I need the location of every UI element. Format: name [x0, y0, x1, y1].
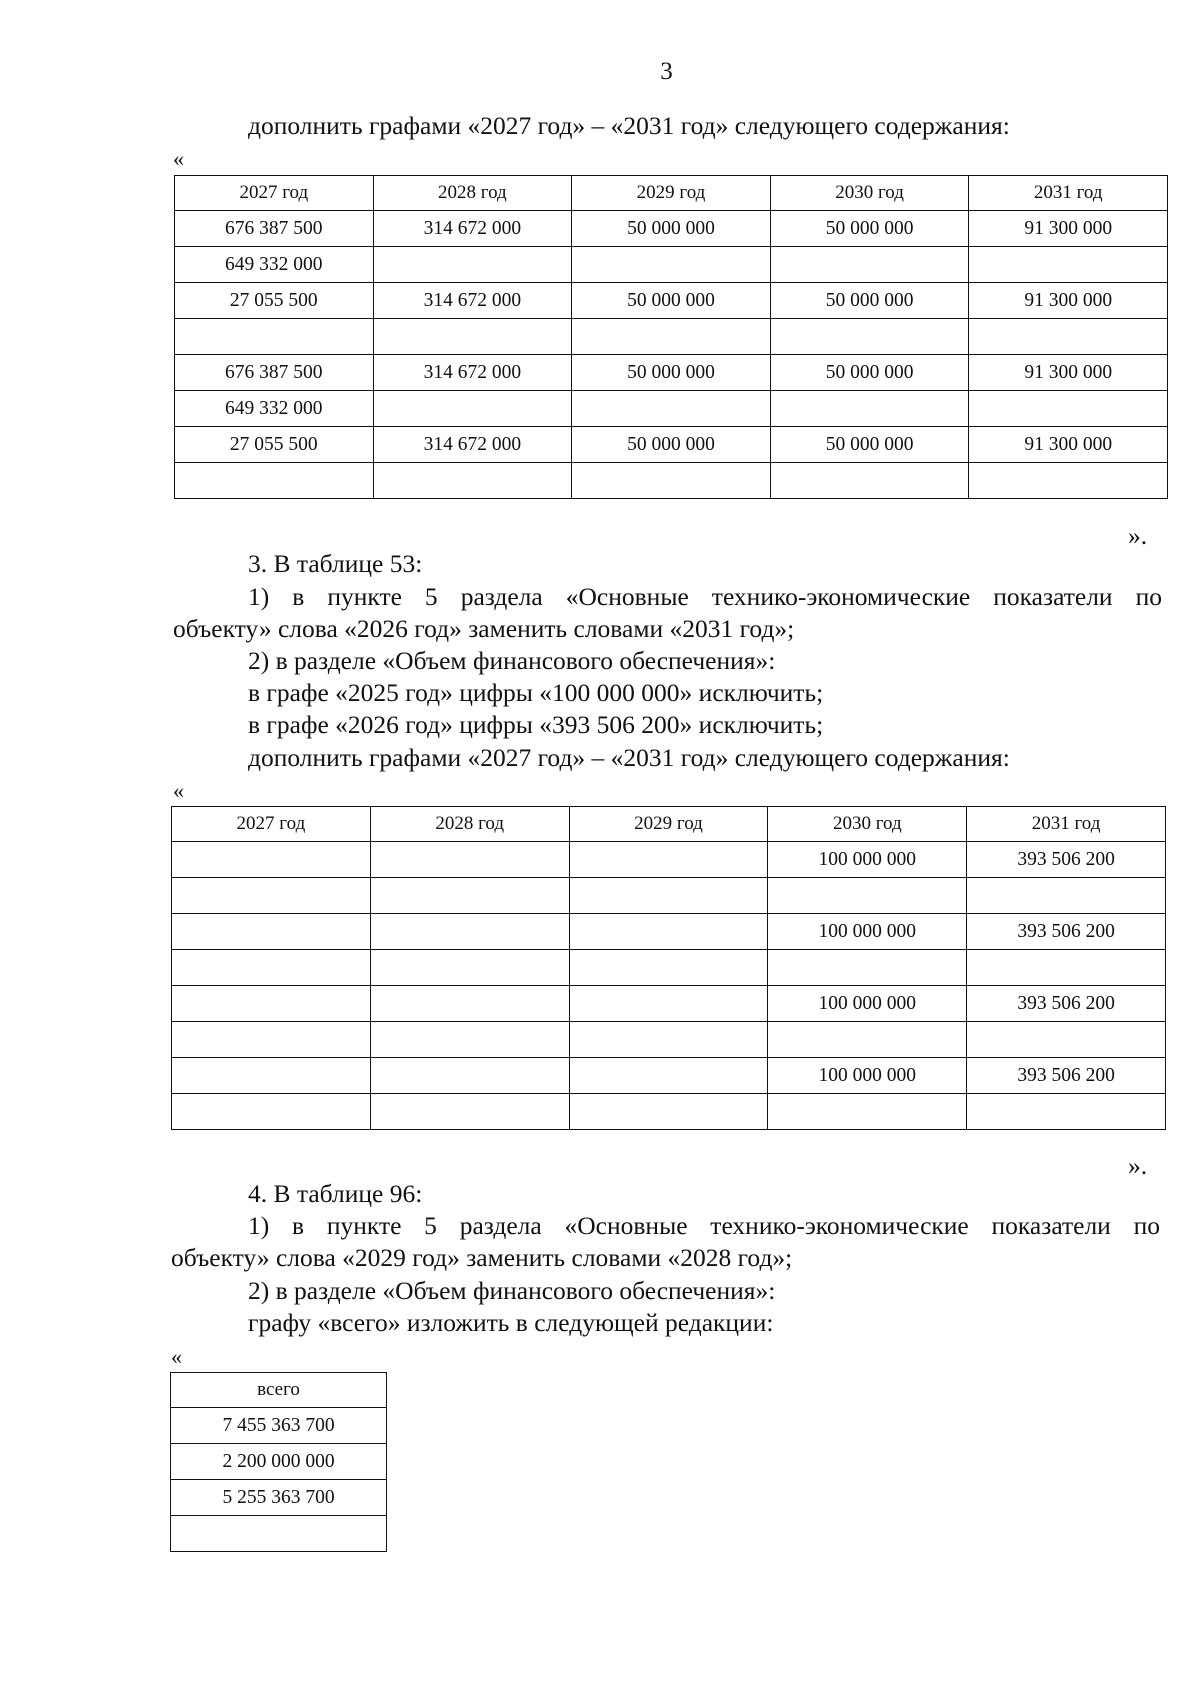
table-cell — [370, 1058, 569, 1094]
table-cell: 393 506 200 — [967, 842, 1166, 878]
table-row — [171, 1480, 387, 1516]
table-cell — [172, 1022, 371, 1058]
column-header: 2029 год — [572, 176, 771, 211]
column-header: всего — [171, 1373, 387, 1408]
table-cell: 314 672 000 — [373, 427, 572, 463]
table-cell — [569, 878, 768, 914]
table-cell — [770, 463, 969, 499]
table-cell: 676 387 500 — [175, 355, 374, 391]
section-4-item1-line1: 1) в пункте 5 раздела «Основные технико-экономические показатели по — [248, 1211, 1160, 1240]
table-row — [171, 1516, 387, 1552]
table-cell: 50 000 000 — [770, 355, 969, 391]
column-header: 2027 год — [175, 176, 374, 211]
column-header: 2027 год — [172, 807, 371, 842]
section-4-heading: 4. В таблице 96: — [248, 1179, 423, 1208]
table-cell — [969, 319, 1168, 355]
table-cell — [175, 463, 374, 499]
table-cell: 50 000 000 — [770, 211, 969, 247]
table-row — [172, 878, 1166, 914]
open-quote-3: « — [171, 1344, 182, 1369]
column-header: 2031 год — [969, 176, 1168, 211]
table-cell — [969, 463, 1168, 499]
table-cell — [370, 986, 569, 1022]
table-cell — [572, 391, 771, 427]
table-cell — [370, 878, 569, 914]
table-cell — [569, 950, 768, 986]
table-cell: 5 255 363 700 — [171, 1480, 387, 1516]
table-row — [175, 427, 1168, 463]
table-cell — [370, 914, 569, 950]
table-cell: 393 506 200 — [967, 986, 1166, 1022]
table-cell: 100 000 000 — [768, 1058, 967, 1094]
table-cell — [770, 391, 969, 427]
table-cell: 50 000 000 — [572, 211, 771, 247]
table-cell: 393 506 200 — [967, 1058, 1166, 1094]
table-row — [172, 842, 1166, 878]
table-cell — [172, 1058, 371, 1094]
table-cell — [373, 319, 572, 355]
table-cell — [569, 1022, 768, 1058]
section-3-item1-line2: объекту» слова «2026 год» заменить словами «2031 год»; — [173, 614, 795, 643]
table-cell — [373, 247, 572, 283]
table-cell: 91 300 000 — [969, 355, 1168, 391]
section-3-line-2026: в графе «2026 год» цифры «393 506 200» исключить; — [248, 710, 824, 739]
column-header: 2028 год — [370, 807, 569, 842]
table-row — [171, 1444, 387, 1480]
table-cell — [967, 878, 1166, 914]
close-quote-2: ». — [1128, 1151, 1148, 1180]
table-cell: 7 455 363 700 — [171, 1408, 387, 1444]
table-cell: 50 000 000 — [572, 427, 771, 463]
financing-table-1 — [174, 175, 1168, 499]
table-cell — [569, 1058, 768, 1094]
table-cell — [969, 391, 1168, 427]
table-cell — [770, 247, 969, 283]
table-cell — [373, 391, 572, 427]
table-cell: 91 300 000 — [969, 283, 1168, 319]
table-cell — [768, 1022, 967, 1058]
table-cell: 100 000 000 — [768, 842, 967, 878]
table-cell — [967, 1022, 1166, 1058]
section-4-item2: 2) в разделе «Объем финансового обеспечения»: — [248, 1276, 776, 1305]
open-quote-1: « — [173, 146, 184, 171]
table-cell — [569, 1094, 768, 1130]
table-header-row — [172, 807, 1166, 842]
table-cell — [572, 247, 771, 283]
table-cell — [172, 986, 371, 1022]
table-cell — [768, 950, 967, 986]
table-cell: 50 000 000 — [572, 283, 771, 319]
table-row — [172, 914, 1166, 950]
table-cell — [370, 842, 569, 878]
page-number: 3 — [660, 58, 673, 85]
column-header: 2028 год — [373, 176, 572, 211]
table-cell: 27 055 500 — [175, 283, 374, 319]
table-row — [175, 463, 1168, 499]
table-cell — [569, 842, 768, 878]
table-cell — [172, 878, 371, 914]
table-cell — [770, 319, 969, 355]
table-cell — [572, 319, 771, 355]
table-row — [172, 1058, 1166, 1094]
section-4-item1-line2: объекту» слова «2029 год» заменить словами «2028 год»; — [171, 1243, 793, 1272]
column-header: 2029 год — [569, 807, 768, 842]
section-3-heading: 3. В таблице 53: — [248, 549, 423, 578]
table-row — [172, 1022, 1166, 1058]
table-cell — [569, 914, 768, 950]
table-cell: 314 672 000 — [373, 283, 572, 319]
table-cell — [768, 1094, 967, 1130]
table-cell — [175, 319, 374, 355]
table-row — [172, 986, 1166, 1022]
table-cell: 100 000 000 — [768, 986, 967, 1022]
column-header: 2030 год — [768, 807, 967, 842]
table-cell: 2 200 000 000 — [171, 1444, 387, 1480]
table-cell — [569, 986, 768, 1022]
table-cell: 91 300 000 — [969, 211, 1168, 247]
table-cell — [572, 463, 771, 499]
table-cell — [967, 950, 1166, 986]
table-row — [175, 319, 1168, 355]
table-row — [172, 1094, 1166, 1130]
table-cell — [967, 1094, 1166, 1130]
column-header: 2031 год — [967, 807, 1166, 842]
section-4-line-total: графу «всего» изложить в следующей редакции: — [248, 1308, 774, 1337]
section-3-item2: 2) в разделе «Объем финансового обеспечения»: — [248, 646, 776, 675]
column-header: 2030 год — [770, 176, 969, 211]
table-row — [172, 950, 1166, 986]
table-cell — [171, 1516, 387, 1552]
table-cell: 649 332 000 — [175, 391, 374, 427]
table-cell: 393 506 200 — [967, 914, 1166, 950]
table-row — [175, 355, 1168, 391]
section-3-item1-line1: 1) в пункте 5 раздела «Основные технико-экономические показатели по — [248, 582, 1162, 611]
table-cell — [768, 878, 967, 914]
table-row — [175, 391, 1168, 427]
table-cell: 27 055 500 — [175, 427, 374, 463]
table-cell — [373, 463, 572, 499]
open-quote-2: « — [173, 778, 184, 803]
total-table — [170, 1372, 387, 1552]
table-cell: 100 000 000 — [768, 914, 967, 950]
intro-line: дополнить графами «2027 год» – «2031 год» следующего содержания: — [248, 111, 1010, 140]
section-3-line-add: дополнить графами «2027 год» – «2031 год» следующего содержания: — [248, 743, 1010, 772]
table-header-row — [171, 1373, 387, 1408]
table-cell — [370, 1022, 569, 1058]
table-cell: 50 000 000 — [572, 355, 771, 391]
table-cell: 50 000 000 — [770, 283, 969, 319]
table-row — [175, 211, 1168, 247]
table-cell — [370, 1094, 569, 1130]
table-row — [175, 283, 1168, 319]
table-row — [175, 247, 1168, 283]
table-cell — [172, 950, 371, 986]
table-cell: 314 672 000 — [373, 355, 572, 391]
table-cell — [172, 914, 371, 950]
financing-table-2 — [171, 806, 1166, 1130]
section-3-line-2025: в графе «2025 год» цифры «100 000 000» исключить; — [248, 678, 824, 707]
close-quote-1: ». — [1128, 521, 1148, 550]
table-cell: 50 000 000 — [770, 427, 969, 463]
table-header-row — [175, 176, 1168, 211]
table-cell: 649 332 000 — [175, 247, 374, 283]
table-cell — [172, 842, 371, 878]
table-cell — [969, 247, 1168, 283]
table-row — [171, 1408, 387, 1444]
table-cell: 314 672 000 — [373, 211, 572, 247]
table-cell: 676 387 500 — [175, 211, 374, 247]
table-cell: 91 300 000 — [969, 427, 1168, 463]
table-cell — [172, 1094, 371, 1130]
table-cell — [370, 950, 569, 986]
